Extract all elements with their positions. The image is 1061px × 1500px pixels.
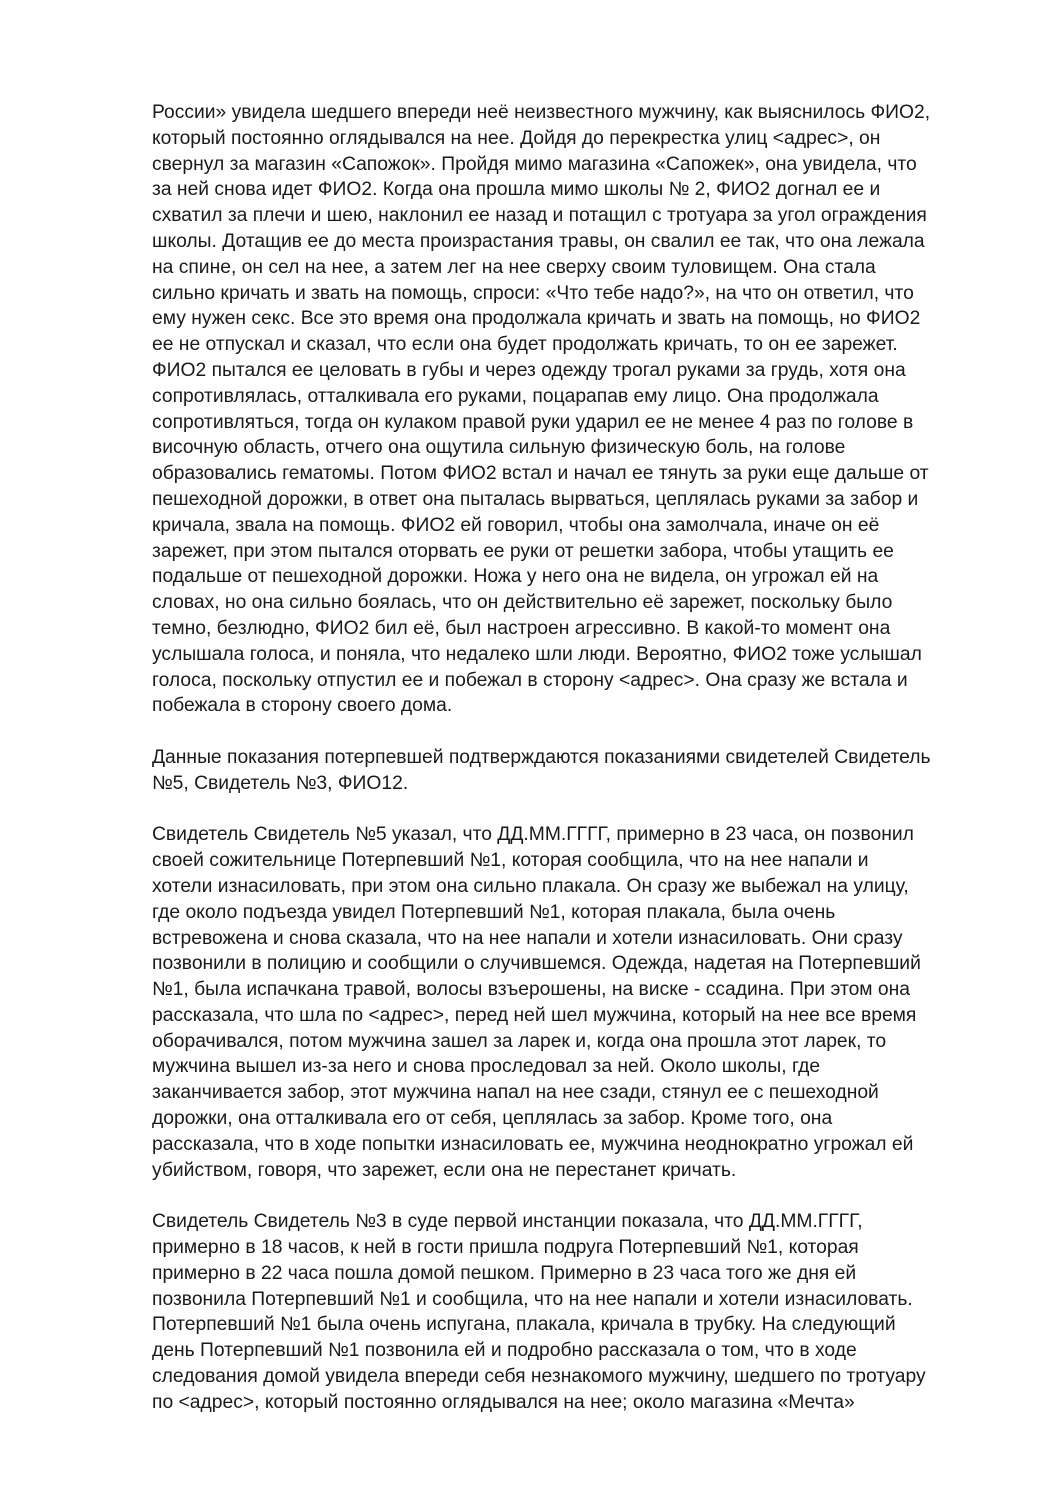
text-line: голоса, поскольку отпустил ее и побежал в сторону <адрес>. Она сразу же встала и	[152, 669, 908, 691]
text-line: день Потерпевший №1 позвонила ей и подробно рассказала о том, что в ходе	[152, 1340, 857, 1362]
text-line: ФИО2 пытался ее целовать в губы и через одежду трогал руками за грудь, хотя она	[152, 359, 906, 381]
text-line: где около подъезда увидел Потерпевший №1, которая плакала, была очень	[152, 901, 836, 923]
text-line: на спине, он сел на нее, а затем лег на нее сверху своим туловищем. Она стала	[152, 256, 876, 278]
text-line: височную область, отчего она ощутила сильную физическую боль, на голове	[152, 437, 846, 459]
text-line: за ней снова идет ФИО2. Когда она прошла мимо школы № 2, ФИО2 догнал ее и	[152, 179, 881, 201]
text-line: №1, была испачкана травой, волосы взъерошены, на виске - ссадина. При этом она	[152, 979, 910, 1001]
text-line: примерно в 18 часов, к ней в гости пришла подруга Потерпевший №1, которая	[152, 1237, 859, 1259]
text-line: заканчивается забор, этот мужчина напал на нее сзади, стянул ее с пешеходной	[152, 1082, 879, 1104]
document-paragraph	[152, 745, 992, 797]
text-line: позвонили в полицию и сообщили о случившемся. Одежда, надетая на Потерпевший	[152, 953, 921, 975]
text-line: хотели изнасиловать, при этом она сильно плакала. Он сразу же выбежал на улицу,	[152, 875, 909, 897]
text-line: по <адрес>, который постоянно оглядывался на нее; около магазина «Мечта»	[152, 1391, 855, 1413]
text-line: своей сожительнице Потерпевший №1, которая сообщила, что на нее напали и	[152, 850, 869, 872]
document-paragraph	[152, 822, 992, 1183]
text-line: темно, безлюдно, ФИО2 бил её, был настроен агрессивно. В какой-то момент она	[152, 617, 891, 639]
text-line: рассказала, что в ходе попытки изнасиловать ее, мужчина неоднократно угрожал ей	[152, 1133, 914, 1155]
text-line: пешеходной дорожки, в ответ она пыталась вырваться, цеплялась руками за забор и	[152, 488, 919, 510]
document-paragraph	[152, 1209, 992, 1415]
text-line: побежала в сторону своего дома.	[152, 695, 453, 717]
text-line: который постоянно оглядывался на нее. Дойдя до перекрестка улиц <адрес>, он	[152, 127, 881, 149]
document-paragraph	[152, 100, 992, 719]
text-line: Потерпевший №1 была очень испугана, плакала, кричала в трубку. На следующий	[152, 1314, 896, 1336]
text-line: сопротивляться, тогда он кулаком правой руки ударил ее не менее 4 раз по голове в	[152, 411, 914, 433]
text-line: примерно в 22 часа пошла домой пешком. Примерно в 23 часа того же дня ей	[152, 1262, 857, 1284]
text-line: образовались гематомы. Потом ФИО2 встал и начал ее тянуть за руки еще дальше от	[152, 463, 929, 485]
text-line: дорожки, она отталкивала его от себя, цеплялась за забор. Кроме того, она	[152, 1108, 833, 1130]
paragraph-gap	[152, 1183, 992, 1209]
text-line: подальше от пешеходной дорожки. Ножа у него она не видела, он угрожал ей на	[152, 566, 879, 588]
text-line: Свидетель Свидетель №5 указал, что ДД.ММ.ГГГГ, примерно в 23 часа, он позвонил	[152, 824, 914, 846]
text-line: словах, но она сильно боялась, что он действительно её зарежет, поскольку было	[152, 592, 893, 614]
text-line: оборачивался, потом мужчина зашел за ларек и, когда она прошла этот ларек, то	[152, 1030, 887, 1052]
paragraph-gap	[152, 719, 992, 745]
text-line: ее не отпускал и сказал, что если она будет продолжать кричать, то он ее зарежет.	[152, 334, 898, 356]
text-line: №5, Свидетель №3, ФИО12.	[152, 772, 409, 794]
text-line: услышала голоса, и поняла, что недалеко шли люди. Вероятно, ФИО2 тоже услышал	[152, 643, 922, 665]
text-line: России» увидела шедшего впереди неё неизвестного мужчину, как выяснилось ФИО2,	[152, 102, 931, 123]
text-line: позвонила Потерпевший №1 и сообщила, что на нее напали и хотели изнасиловать.	[152, 1288, 913, 1310]
text-line: встревожена и снова сказала, что на нее напали и хотели изнасиловать. Они сразу	[152, 927, 903, 949]
text-line: Свидетель Свидетель №3 в суде первой инстанции показала, что ДД.ММ.ГГГГ,	[152, 1211, 863, 1233]
text-line: школы. Дотащив ее до места произрастания травы, он свалил ее так, что она лежала	[152, 230, 925, 252]
text-line: рассказала, что шла по <адрес>, перед ней шел мужчина, который на нее все время	[152, 1004, 917, 1026]
text-line: убийством, говоря, что зарежет, если она не перестанет кричать.	[152, 1159, 737, 1181]
text-line: сопротивлялась, отталкивала его руками, поцарапав ему лицо. Она продолжала	[152, 385, 879, 407]
text-line: ему нужен секс. Все это время она продолжала кричать и звать на помощь, но ФИО2	[152, 308, 921, 330]
document-body	[152, 100, 992, 1416]
text-line: схватил за плечи и шею, наклонил ее назад и потащил с тротуара за угол ограждения	[152, 205, 927, 227]
text-line: мужчина вышел из-за него и снова проследовал за ней. Около школы, где	[152, 1056, 821, 1078]
text-line: следования домой увидела впереди себя незнакомого мужчину, шедшего по тротуару	[152, 1366, 926, 1388]
text-line: сильно кричать и звать на помощь, спроси: «Что тебе надо?», на что он ответил, что	[152, 282, 914, 304]
text-line: Данные показания потерпевшей подтверждаются показаниями свидетелей Свидетель	[152, 746, 931, 768]
text-line: кричала, звала на помощь. ФИО2 ей говорил, чтобы она замолчала, иначе он её	[152, 514, 880, 536]
text-line: свернул за магазин «Сапожок». Пройдя мимо магазина «Сапожек», она увидела, что	[152, 153, 917, 175]
text-line: зарежет, при этом пытался оторвать ее руки от решетки забора, чтобы утащить ее	[152, 540, 894, 562]
paragraph-gap	[152, 797, 992, 823]
